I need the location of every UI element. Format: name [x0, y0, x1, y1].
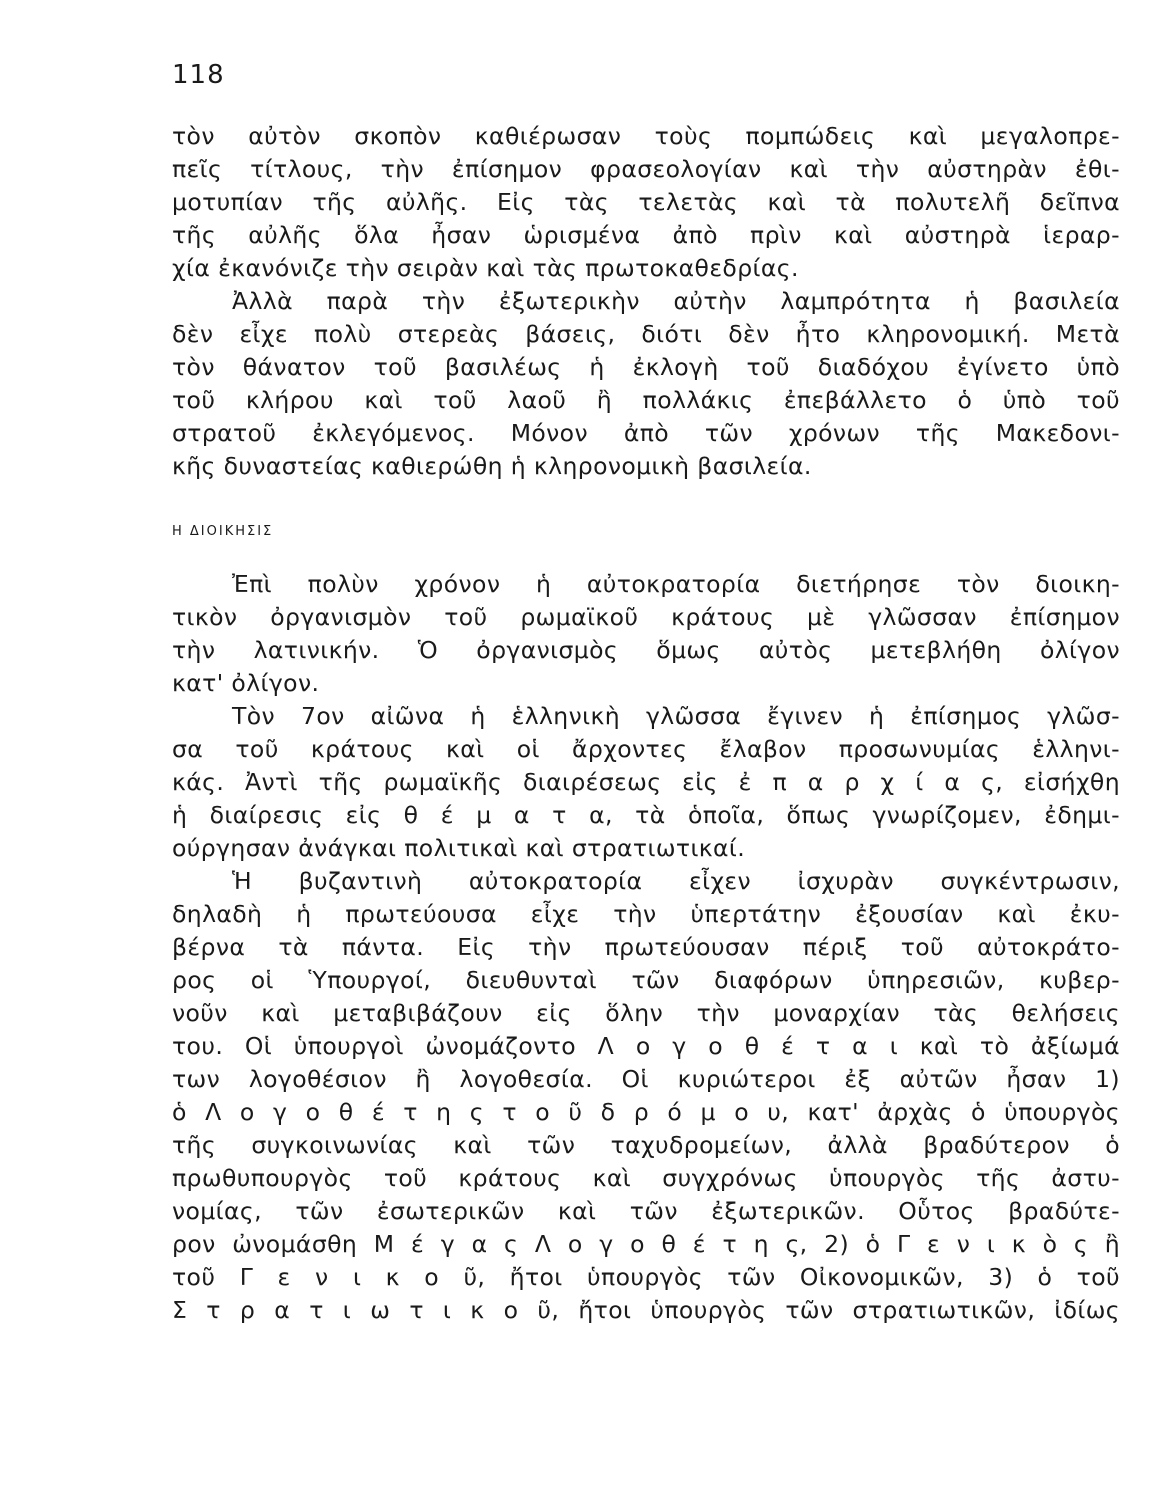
text-line: τὸν αὐτὸν σκοπὸν καθιέρωσαν τοὺς πομπώδεις καὶ μεγαλοπρε- — [172, 122, 1120, 150]
text-line: χία ἐκανόνιζε τὴν σειρὰν καὶ τὰς πρωτοκαθεδρίας. — [172, 254, 799, 282]
text-line: νομίας, τῶν ἐσωτερικῶν καὶ τῶν ἐξωτερικῶν. Οὗτος βραδύτε- — [172, 1197, 1120, 1225]
text-line: δηλαδὴ ἡ πρωτεύουσα εἶχε τὴν ὑπερτάτην ἐξουσίαν καὶ ἐκυ- — [172, 900, 1120, 928]
text-line: Ἐπὶ πολὺν χρόνον ἡ αὐτοκρατορία διετήρησε τὸν διοικη- — [232, 570, 1120, 598]
text-line: ούργησαν ἀνάγκαι πολιτικαὶ καὶ στρατιωτικαί. — [172, 834, 746, 862]
text-line: ἡ διαίρεσις εἰς θ έ μ α τ α, τὰ ὁποῖα, ὅπως γνωρίζομεν, ἐδημι- — [172, 801, 1120, 829]
paragraph-block-upper — [172, 120, 1120, 483]
text-line: τοῦ Γ ε ν ι κ ο ῦ, ἤτοι ὑπουργὸς τῶν Οἰκονομικῶν, 3) ὁ τοῦ — [172, 1263, 1120, 1291]
section-heading: Η ΔΙΟΙΚΗΣΙΣ — [172, 524, 274, 539]
text-line: σα τοῦ κράτους καὶ οἱ ἄρχοντες ἔλαβον προσωνυμίας ἑλληνι- — [172, 735, 1120, 763]
text-line: ρον ὠνομάσθη Μ έ γ α ς Λ ο γ ο θ έ τ η ς, 2) ὁ Γ ε ν ι κ ὸ ς ἢ — [172, 1230, 1120, 1258]
text-line: του. Οἱ ὑπουργοὶ ὠνομάζοντο Λ ο γ ο θ έ τ α ι καὶ τὸ ἀξίωμά — [172, 1032, 1120, 1060]
text-line: τοῦ κλήρου καὶ τοῦ λαοῦ ἢ πολλάκις ἐπεβάλλετο ὁ ὑπὸ τοῦ — [172, 386, 1120, 414]
text-line: στρατοῦ ἐκλεγόμενος. Μόνον ἀπὸ τῶν χρόνων τῆς Μακεδονι- — [172, 419, 1120, 447]
text-line: πεῖς τίτλους, τὴν ἐπίσημον φρασεολογίαν καὶ τὴν αὐστηρὰν ἐθι- — [172, 155, 1120, 183]
text-line: ὁ Λ ο γ ο θ έ τ η ς τ ο ῦ δ ρ ό μ ο υ, κατ' ἀρχὰς ὁ ὑπουργὸς — [172, 1098, 1120, 1126]
text-line: τικὸν ὀργανισμὸν τοῦ ρωμαϊκοῦ κράτους μὲ γλῶσσαν ἐπίσημον — [172, 603, 1120, 631]
text-line: τὸν θάνατον τοῦ βασιλέως ἡ ἐκλογὴ τοῦ διαδόχου ἐγίνετο ὑπὸ — [172, 353, 1120, 381]
paragraph-block-lower — [172, 568, 1120, 1327]
text-line: ρος οἱ Ὑπουργοί, διευθυνταὶ τῶν διαφόρων ὑπηρεσιῶν, κυβερ- — [172, 966, 1120, 994]
text-line: κῆς δυναστείας καθιερώθη ἡ κληρονομικὴ βασιλεία. — [172, 452, 812, 480]
text-line: μοτυπίαν τῆς αὐλῆς. Εἰς τὰς τελετὰς καὶ τὰ πολυτελῆ δεῖπνα — [172, 188, 1120, 216]
text-line: κατ' ὀλίγον. — [172, 669, 320, 697]
text-line: τὴν λατινικήν. Ὁ ὀργανισμὸς ὅμως αὐτὸς μετεβλήθη ὀλίγον — [172, 636, 1120, 664]
text-line: Ἡ βυζαντινὴ αὐτοκρατορία εἶχεν ἰσχυρὰν συγκέντρωσιν, — [232, 867, 1120, 895]
page-number: 118 — [172, 60, 225, 90]
text-line: νοῦν καὶ μεταβιβάζουν εἰς ὅλην τὴν μοναρχίαν τὰς θελήσεις — [172, 999, 1120, 1027]
text-line: Τὸν 7ον αἰῶνα ἡ ἑλληνικὴ γλῶσσα ἔγινεν ἡ ἐπίσημος γλῶσ- — [232, 702, 1120, 730]
text-line: Σ τ ρ α τ ι ω τ ι κ ο ῦ, ἤτοι ὑπουργὸς τῶν στρατιωτικῶν, ἰδίως — [172, 1296, 1120, 1324]
text-line: τῆς συγκοινωνίας καὶ τῶν ταχυδρομείων, ἀλλὰ βραδύτερον ὁ — [172, 1131, 1120, 1159]
text-line: Ἀλλὰ παρὰ τὴν ἐξωτερικὴν αὐτὴν λαμπρότητα ἡ βασιλεία — [232, 287, 1120, 315]
text-line: των λογοθέσιον ἢ λογοθεσία. Οἱ κυριώτεροι ἐξ αὐτῶν ἦσαν 1) — [172, 1065, 1120, 1093]
text-line: δὲν εἶχε πολὺ στερεὰς βάσεις, διότι δὲν ἦτο κληρονομική. Μετὰ — [172, 320, 1120, 348]
text-line: βέρνα τὰ πάντα. Εἰς τὴν πρωτεύουσαν πέριξ τοῦ αὐτοκράτο- — [172, 933, 1120, 961]
text-line: κάς. Ἀντὶ τῆς ρωμαϊκῆς διαιρέσεως εἰς ἐ π α ρ χ ί α ς, εἰσήχθη — [172, 768, 1120, 796]
text-line: τῆς αὐλῆς ὅλα ἦσαν ὡρισμένα ἀπὸ πρὶν καὶ αὐστηρὰ ἱεραρ- — [172, 221, 1120, 249]
text-line: πρωθυπουργὸς τοῦ κράτους καὶ συγχρόνως ὑπουργὸς τῆς ἀστυ- — [172, 1164, 1120, 1192]
